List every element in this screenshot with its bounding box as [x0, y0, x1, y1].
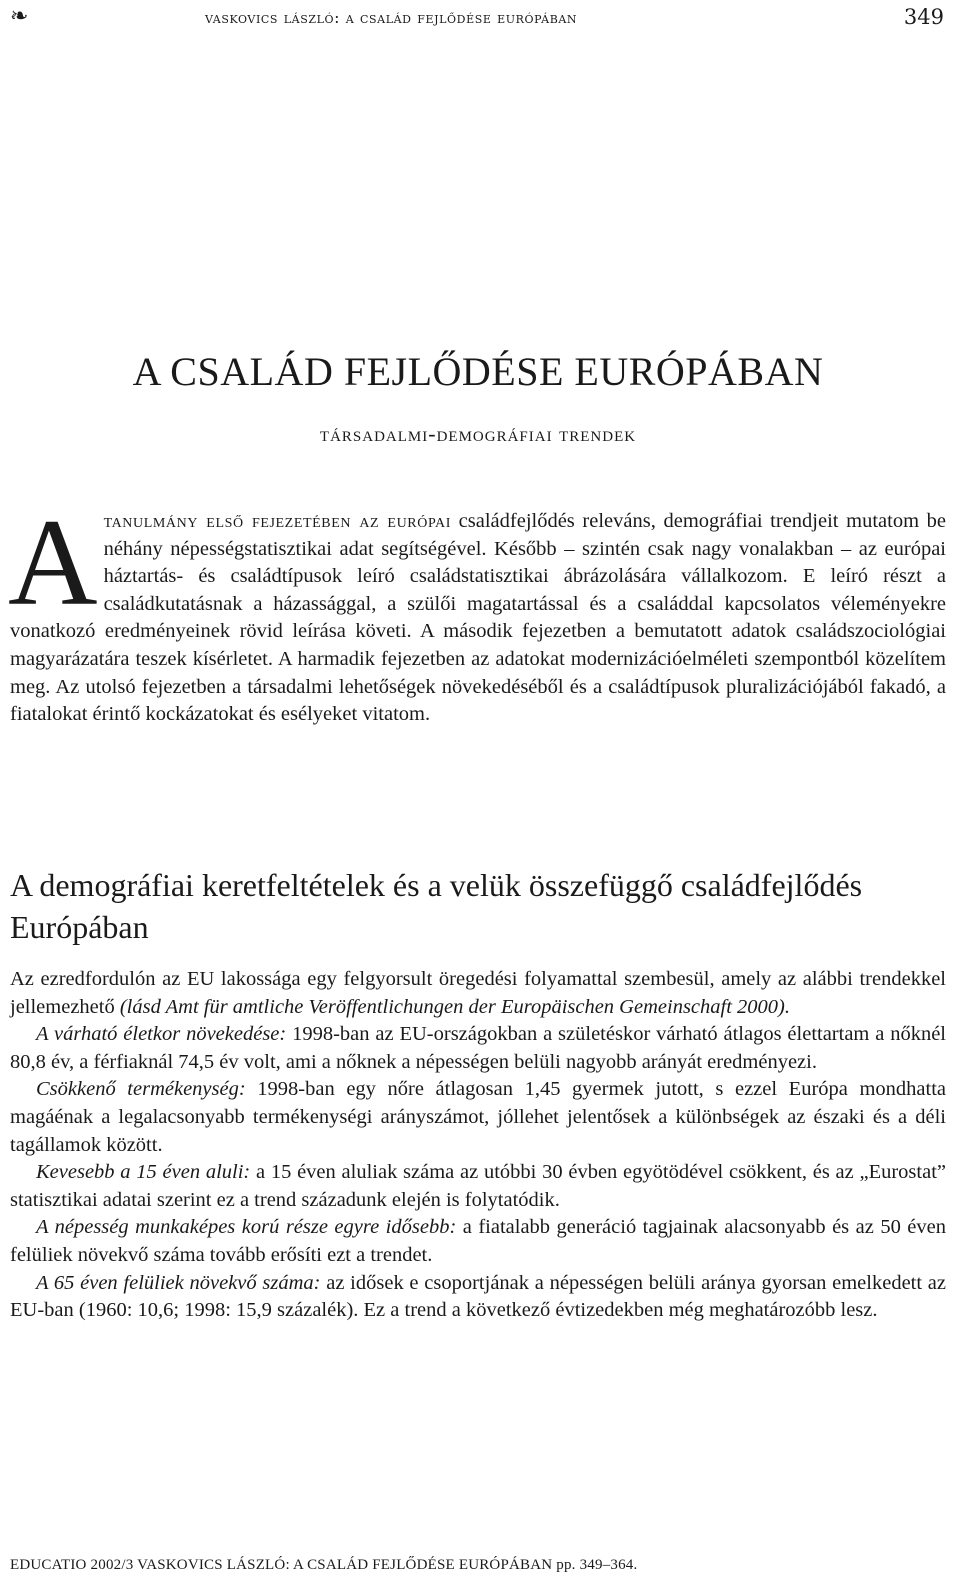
paragraph-text: az idősek e csoportjának a népességen belüli aránya gyorsan emelkedett az EU-ban (1960: 10,6; 1998: 15,9 százalék). Ez a trend a következő évtizedekben még meghatározóbb lesz. [10, 1271, 946, 1322]
trend-label: Csökkenő termékenység: [36, 1078, 246, 1101]
document-page [10, 0, 946, 1585]
page-number: 349 [903, 5, 944, 29]
body-paragraph [10, 966, 946, 1021]
trend-label: Kevesebb a 15 éven aluli: [36, 1161, 251, 1184]
trend-label: A várható életkor növekedése: [36, 1023, 287, 1046]
trend-label: A népesség munkaképes korú része egyre idősebb: [36, 1216, 457, 1239]
body-paragraph [10, 1214, 946, 1269]
body-paragraph [10, 1159, 946, 1214]
section-heading: A demográfiai keretfeltételek és a velük összefüggő családfejlődés Európában [10, 867, 863, 945]
trend-label: A 65 éven felüliek növekvő száma: [36, 1271, 321, 1294]
fleuron-icon: ❧ [10, 4, 29, 29]
body-paragraph [10, 1021, 946, 1076]
paragraph-text: a fiatalabb generáció tagjainak alacsonyabb és az 50 éven felüliek növekvő száma tovább erősíti ezt a trendet. [10, 1216, 946, 1266]
paragraph-text: Az ezredfordulón az EU lakossága egy felgyorsult öregedési folyamattal szembesül, amely az alábbi trendekkel jellemezhető [10, 968, 946, 1018]
running-title: vaskovics lászló: a család fejlődése európában [205, 8, 578, 27]
abstract-text: családfejlődés releváns, demográfiai trendjeit mutatom be néhány népességstatisztikai adat segítségével. Később – szintén csak nagy vonalakban – az európai háztartás- és családtípusok leíró családstatisztikai ábrázolására vállalkozom. E leíró részt a családkutatásnak a házassággal, a szülői magatartással és a családdal kapcsolatos véleményekre vonatkozó eredményeinek rövid leírása követi. A második fejezetben a bemutatott adatok családszociológiai magyarázatára teszek kísérletet. A harmadik fejezetben az adatokat modernizációelméleti szempontból közelítem meg. Az utolsó fejezetben a társadalmi lehetőségek növekedéséből és a családtípusok pluralizációjából fakadó, a fiatalokat érintő kockázatokat és esélyeket vitatom. [10, 510, 947, 726]
running-header [10, 0, 946, 40]
article-subtitle: társadalmi-demográfiai trendek [319, 421, 637, 446]
body-paragraph [10, 1076, 946, 1159]
article-title: A CSALÁD FEJLŐDÉSE EURÓPÁBAN [132, 349, 824, 394]
abstract-paragraph [8, 494, 947, 729]
drop-cap: A [8, 494, 98, 631]
paragraph-text: 1998-ban az EU-országokban a születéskor várható átlagos élettartam a nőknél 80,8 év, a férfiaknál 74,5 év volt, ami a nőknek a népességen belüli nagyobb arányát eredményezi. [10, 1023, 947, 1073]
paragraph-text: a 15 éven aluliak száma az utóbbi 30 évben egyötödével csökkent, és az „Eurostat” statisztikai adatai szerint ez a trend századunk elején is folytatódik. [10, 1161, 946, 1211]
section-body [10, 966, 946, 1325]
citation: (lásd Amt für amtliche Veröffentlichungen der Europäischen Gemeinschaft 2000). [119, 995, 790, 1018]
abstract-lead: tanulmány első fejezetében az európai [103, 510, 452, 532]
page-footer: EDUCATIO 2002/3 VASKOVICS LÁSZLÓ: A CSALÁD FEJLŐDÉSE EURÓPÁBAN pp. 349–364. [10, 1557, 638, 1573]
paragraph-text: 1998-ban egy nőre átlagosan 1,45 gyermek jutott, s ezzel Európa mondhatta magáénak a legalacsonyabb termékenységi arányszámot, jóllehet jelentősek a különbségek az északi és a déli tagállamok között. [10, 1078, 947, 1156]
body-paragraph [10, 1270, 946, 1325]
